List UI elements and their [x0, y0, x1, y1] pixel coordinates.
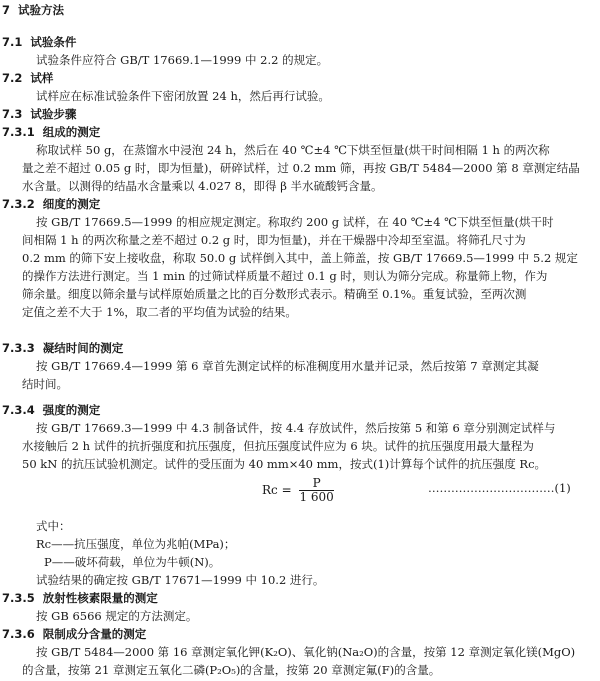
para-7-3-5-line: 按 GB 6566 规定的方法测定。 [36, 609, 198, 623]
formula-lhs: Rc = [262, 483, 296, 497]
heading-title: 细度的测定 [42, 197, 101, 211]
para-7-3-2-line: 筛余量。细度以筛余量与试样原始质量之比的百分数形式表示。精确至 0.1%。重复试验，至两次测 [22, 287, 527, 301]
para-7-1-line: 试验条件应符合 GB/T 17669.1—1999 中 2.2 的规定。 [36, 53, 329, 67]
section-title: 试验方法 [18, 3, 65, 17]
para-7-3-1-line: 水含量。以测得的结晶水含量乘以 4.027 8，即得 β 半水硫酸钙含量。 [22, 179, 383, 193]
heading-number: 7.3.1 [2, 125, 35, 139]
para-7-3-3-line: 按 GB/T 17669.4—1999 第 6 章首先测定试样的标准稠度用水量并记录，然后按第 7 章测定其凝 [36, 359, 539, 373]
heading-number: 7.3.6 [2, 627, 35, 641]
para-7-3-2-line: 0.2 mm 的筛下安上接收盘，称取 50.0 g 试样倒入其中，盖上筛盖，按 GB/T 17669.5—1999 中 5.2 规定 [22, 251, 578, 265]
heading-number: 7.3.5 [2, 591, 35, 605]
section-number: 7 [2, 3, 11, 17]
para-7-3-6-line: 的含量，按第 21 章测定五氧化二磷(P₂O₅)的含量，按第 20 章测定氟(F)的含量。 [22, 663, 441, 677]
para-7-3-4-line: 水接触后 2 h 试件的抗折强度和抗压强度，但抗压强度试件应为 6 块。试件的抗压强度用最大量程为 [22, 439, 534, 453]
para-7-3-2-line: 定值之差不大于 1%，取二者的平均值为试验的结果。 [22, 305, 297, 319]
heading-number: 7.3.3 [2, 341, 35, 355]
para-7-3-2-line: 按 GB/T 17669.5—1999 的相应规定测定。称取约 200 g 试样，在 40 ℃±4 ℃下烘至恒量(烘干时 [36, 215, 554, 229]
heading-7-3-6 [2, 626, 146, 642]
para-7-2-line: 试样应在标准试验条件下密闭放置 24 h，然后再行试验。 [36, 89, 330, 103]
where-label: 式中： [36, 519, 71, 533]
para-7-3-3-line: 结时间。 [22, 377, 68, 391]
para-7-3-4-line: 按 GB/T 17669.3—1999 中 4.3 制备试件，按 4.4 存放试件，然后按第 5 和第 6 章分别测定试样与 [36, 421, 556, 435]
heading-number: 7.3.4 [2, 403, 35, 417]
where-item: P——破坏荷载，单位为牛顿(N)。 [44, 555, 221, 569]
formula-1 [262, 477, 334, 504]
heading-7-3-2 [2, 196, 100, 212]
formula-fraction [299, 477, 333, 504]
heading-number: 7.1 [2, 35, 23, 49]
where-item: Rc——抗压强度，单位为兆帕(MPa)； [36, 537, 236, 551]
formula-denominator: 1 600 [299, 490, 334, 504]
heading-7-3 [2, 106, 76, 122]
heading-7-2 [2, 70, 53, 86]
heading-title: 组成的测定 [42, 125, 101, 139]
para-7-3-1-line: 量之差不超过 0.05 g 时，即为恒量)，研碎试样，过 0.2 mm 筛，再按 GB/T 5484—2000 第 8 章测定结晶 [22, 161, 580, 175]
formula-numerator: P [299, 477, 333, 491]
para-7-3-1-line: 称取试样 50 g，在蒸馏水中浸泡 24 h，然后在 40 ℃±4 ℃下烘至恒量(烘干时间相隔 1 h 的两次称 [36, 143, 550, 157]
heading-title: 凝结时间的测定 [42, 341, 124, 355]
para-7-3-2-line: 的操作方法进行测定。当 1 min 的过筛试样质量不超过 0.1 g 时，则认为筛分完成。称量筛上物，作为 [22, 269, 548, 283]
heading-7-3-3 [2, 340, 123, 356]
para-7-3-2-line: 间相隔 1 h 的两次称量之差不超过 0.2 g 时，即为恒量)，并在干燥器中冷却至室温。将筛孔尺寸为 [22, 233, 526, 247]
equation-number: ……………………………(1) [428, 481, 571, 495]
heading-title: 试验条件 [30, 35, 77, 49]
heading-title: 试验步骤 [30, 107, 77, 121]
heading-number: 7.3.2 [2, 197, 35, 211]
heading-7-3-5 [2, 590, 158, 606]
heading-title: 试样 [30, 71, 54, 85]
heading-title: 放射性核素限量的测定 [42, 591, 158, 605]
para-7-3-4-line: 50 kN 的抗压试验机测定。试件的受压面为 40 mm×40 mm，按式(1)计算每个试件的抗压强度 Rc。 [22, 457, 547, 471]
heading-7-3-1 [2, 124, 100, 140]
heading-7-3-4 [2, 402, 100, 418]
heading-title: 限制成分含量的测定 [42, 627, 147, 641]
result-note: 试验结果的确定按 GB/T 17671—1999 中 10.2 进行。 [36, 573, 325, 587]
para-7-3-6-line: 按 GB/T 5484—2000 第 16 章测定氧化钾(K₂O)、氧化钠(Na₂O)的含量，按第 12 章测定氧化镁(MgO) [36, 645, 576, 659]
heading-title: 强度的测定 [42, 403, 101, 417]
heading-number: 7.3 [2, 107, 23, 121]
section-7-heading [2, 2, 64, 18]
heading-7-1 [2, 34, 76, 50]
heading-number: 7.2 [2, 71, 23, 85]
